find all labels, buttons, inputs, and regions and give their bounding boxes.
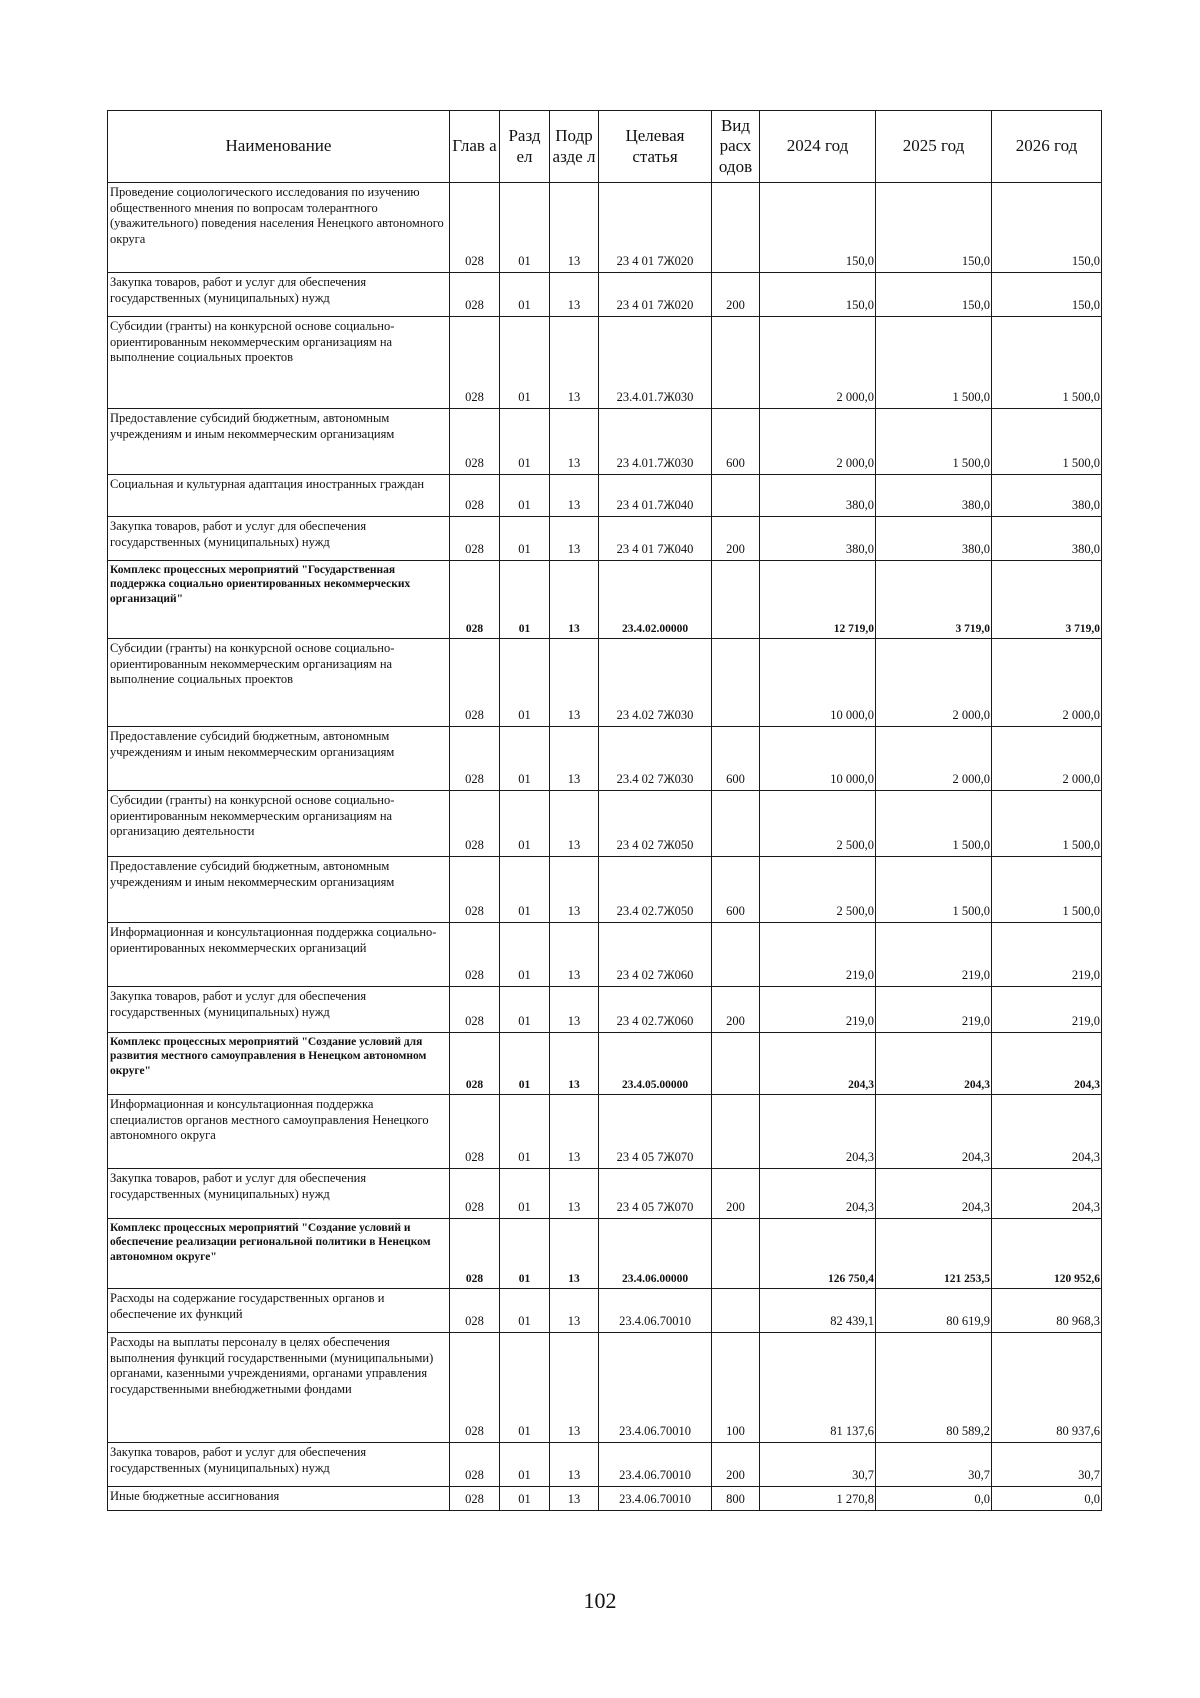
row-razdel: 01	[500, 1219, 550, 1289]
table-row	[108, 409, 1102, 475]
row-name: Иные бюджетные ассигнования	[108, 1487, 450, 1511]
row-vid-rashodov	[712, 1219, 760, 1289]
header-name: Наименование	[108, 111, 450, 183]
row-value-2024: 2 000,0	[760, 409, 876, 475]
row-name: Расходы на содержание государственных органов и обеспечение их функций	[108, 1289, 450, 1333]
row-value-2026: 219,0	[992, 923, 1102, 987]
header-razdel: Разд ел	[500, 111, 550, 183]
row-glava: 028	[450, 727, 500, 791]
table-header-row	[108, 111, 1102, 183]
row-value-2026: 150,0	[992, 273, 1102, 317]
table-row	[108, 1333, 1102, 1443]
row-value-2024: 10 000,0	[760, 639, 876, 727]
row-vid-rashodov	[712, 183, 760, 273]
row-value-2025: 30,7	[876, 1443, 992, 1487]
budget-table-sheet	[107, 110, 1101, 1511]
row-tselevaya-statya: 23.4.06.70010	[599, 1333, 712, 1443]
row-value-2026: 120 952,6	[992, 1219, 1102, 1289]
table-row	[108, 1033, 1102, 1095]
row-name: Социальная и культурная адаптация иностранных граждан	[108, 475, 450, 517]
header-year-2026: 2026 год	[992, 111, 1102, 183]
row-glava: 028	[450, 1033, 500, 1095]
row-value-2025: 380,0	[876, 517, 992, 561]
row-vid-rashodov: 200	[712, 517, 760, 561]
row-tselevaya-statya: 23 4 02.7Ж060	[599, 987, 712, 1033]
row-value-2024: 2 500,0	[760, 857, 876, 923]
row-value-2024: 1 270,8	[760, 1487, 876, 1511]
row-value-2026: 380,0	[992, 475, 1102, 517]
row-value-2024: 204,3	[760, 1095, 876, 1169]
row-glava: 028	[450, 1289, 500, 1333]
row-podrazdel: 13	[550, 857, 599, 923]
row-razdel: 01	[500, 1169, 550, 1219]
row-podrazdel: 13	[550, 639, 599, 727]
row-razdel: 01	[500, 517, 550, 561]
row-razdel: 01	[500, 183, 550, 273]
header-year-2025: 2025 год	[876, 111, 992, 183]
table-row	[108, 273, 1102, 317]
row-podrazdel: 13	[550, 561, 599, 639]
header-year-2024: 2024 год	[760, 111, 876, 183]
row-razdel: 01	[500, 727, 550, 791]
row-tselevaya-statya: 23.4.05.00000	[599, 1033, 712, 1095]
row-podrazdel: 13	[550, 1443, 599, 1487]
row-value-2026: 219,0	[992, 987, 1102, 1033]
row-tselevaya-statya: 23 4 01 7Ж040	[599, 517, 712, 561]
row-value-2025: 219,0	[876, 987, 992, 1033]
table-row	[108, 317, 1102, 409]
row-glava: 028	[450, 1443, 500, 1487]
row-razdel: 01	[500, 1487, 550, 1511]
row-vid-rashodov	[712, 923, 760, 987]
row-value-2024: 82 439,1	[760, 1289, 876, 1333]
table-row	[108, 1095, 1102, 1169]
row-podrazdel: 13	[550, 987, 599, 1033]
row-razdel: 01	[500, 561, 550, 639]
row-value-2025: 204,3	[876, 1095, 992, 1169]
row-name: Проведение социологического исследования по изучению общественного мнения по вопросам толерантного (уважительного) поведения населения Ненецкого автономного округа	[108, 183, 450, 273]
table-row	[108, 987, 1102, 1033]
row-value-2024: 150,0	[760, 273, 876, 317]
row-value-2025: 121 253,5	[876, 1219, 992, 1289]
row-value-2024: 10 000,0	[760, 727, 876, 791]
row-tselevaya-statya: 23.4 02.7Ж050	[599, 857, 712, 923]
row-name: Закупка товаров, работ и услуг для обеспечения государственных (муниципальных) нужд	[108, 1169, 450, 1219]
row-vid-rashodov: 200	[712, 273, 760, 317]
row-tselevaya-statya: 23.4 02 7Ж030	[599, 727, 712, 791]
row-glava: 028	[450, 1487, 500, 1511]
row-name: Субсидии (гранты) на конкурсной основе социально-ориентированным некоммерческим организациям на выполнение социальных проектов	[108, 639, 450, 727]
row-value-2026: 2 000,0	[992, 727, 1102, 791]
table-row	[108, 791, 1102, 857]
row-value-2026: 1 500,0	[992, 857, 1102, 923]
row-value-2025: 204,3	[876, 1033, 992, 1095]
table-row	[108, 639, 1102, 727]
row-razdel: 01	[500, 639, 550, 727]
row-razdel: 01	[500, 987, 550, 1033]
header-podrazdel: Подр азде л	[550, 111, 599, 183]
table-row	[108, 1487, 1102, 1511]
row-glava: 028	[450, 475, 500, 517]
row-vid-rashodov: 600	[712, 727, 760, 791]
row-glava: 028	[450, 317, 500, 409]
row-value-2026: 150,0	[992, 183, 1102, 273]
row-tselevaya-statya: 23 4.02 7Ж030	[599, 639, 712, 727]
row-value-2025: 1 500,0	[876, 317, 992, 409]
row-razdel: 01	[500, 273, 550, 317]
row-name: Комплекс процессных мероприятий "Государственная поддержка социально ориентированных некоммерческих организаций"	[108, 561, 450, 639]
row-value-2025: 2 000,0	[876, 639, 992, 727]
row-vid-rashodov	[712, 561, 760, 639]
row-podrazdel: 13	[550, 1487, 599, 1511]
row-name: Закупка товаров, работ и услуг для обеспечения государственных (муниципальных) нужд	[108, 273, 450, 317]
row-value-2025: 80 589,2	[876, 1333, 992, 1443]
budget-table	[107, 110, 1102, 1511]
row-razdel: 01	[500, 791, 550, 857]
row-value-2026: 80 937,6	[992, 1333, 1102, 1443]
row-value-2024: 81 137,6	[760, 1333, 876, 1443]
row-value-2026: 380,0	[992, 517, 1102, 561]
row-tselevaya-statya: 23 4 05 7Ж070	[599, 1169, 712, 1219]
row-glava: 028	[450, 409, 500, 475]
row-tselevaya-statya: 23.4.06.70010	[599, 1443, 712, 1487]
row-glava: 028	[450, 183, 500, 273]
row-value-2025: 1 500,0	[876, 857, 992, 923]
row-value-2024: 204,3	[760, 1033, 876, 1095]
row-glava: 028	[450, 1169, 500, 1219]
row-tselevaya-statya: 23.4.06.00000	[599, 1219, 712, 1289]
row-value-2026: 1 500,0	[992, 409, 1102, 475]
row-name: Комплекс процессных мероприятий "Создание условий для развития местного самоуправления в Ненецком автономном округе"	[108, 1033, 450, 1095]
row-vid-rashodov	[712, 1033, 760, 1095]
header-tselevaya-statya: Целевая статья	[599, 111, 712, 183]
row-podrazdel: 13	[550, 1033, 599, 1095]
row-vid-rashodov: 200	[712, 1443, 760, 1487]
row-value-2025: 380,0	[876, 475, 992, 517]
row-tselevaya-statya: 23.4.06.70010	[599, 1289, 712, 1333]
row-razdel: 01	[500, 409, 550, 475]
row-glava: 028	[450, 987, 500, 1033]
row-value-2024: 2 500,0	[760, 791, 876, 857]
row-razdel: 01	[500, 1333, 550, 1443]
row-name: Закупка товаров, работ и услуг для обеспечения государственных (муниципальных) нужд	[108, 517, 450, 561]
row-vid-rashodov	[712, 475, 760, 517]
row-razdel: 01	[500, 1443, 550, 1487]
row-vid-rashodov	[712, 639, 760, 727]
row-vid-rashodov	[712, 1095, 760, 1169]
row-value-2026: 80 968,3	[992, 1289, 1102, 1333]
row-name: Предоставление субсидий бюджетным, автономным учреждениям и иным некоммерческим организациям	[108, 727, 450, 791]
row-glava: 028	[450, 1095, 500, 1169]
table-row	[108, 857, 1102, 923]
row-name: Информационная и консультационная поддержка социально-ориентированных некоммерческих организаций	[108, 923, 450, 987]
row-razdel: 01	[500, 857, 550, 923]
row-tselevaya-statya: 23 4 02 7Ж060	[599, 923, 712, 987]
row-tselevaya-statya: 23.4.06.70010	[599, 1487, 712, 1511]
table-body	[108, 183, 1102, 1511]
row-name: Субсидии (гранты) на конкурсной основе социально-ориентированным некоммерческим организациям на организацию деятельности	[108, 791, 450, 857]
row-podrazdel: 13	[550, 1289, 599, 1333]
row-tselevaya-statya: 23 4 05 7Ж070	[599, 1095, 712, 1169]
row-vid-rashodov: 200	[712, 1169, 760, 1219]
row-podrazdel: 13	[550, 923, 599, 987]
row-name: Расходы на выплаты персоналу в целях обеспечения выполнения функций государственными (муниципальными) органами, казенными учреждениями, органами управления государственными внебюджетными фондами	[108, 1333, 450, 1443]
row-glava: 028	[450, 1219, 500, 1289]
row-glava: 028	[450, 791, 500, 857]
row-razdel: 01	[500, 1095, 550, 1169]
row-name: Предоставление субсидий бюджетным, автономным учреждениям и иным некоммерческим организациям	[108, 409, 450, 475]
row-value-2026: 1 500,0	[992, 791, 1102, 857]
row-name: Закупка товаров, работ и услуг для обеспечения государственных (муниципальных) нужд	[108, 1443, 450, 1487]
row-name: Субсидии (гранты) на конкурсной основе социально-ориентированным некоммерческим организациям на выполнение социальных проектов	[108, 317, 450, 409]
row-glava: 028	[450, 923, 500, 987]
table-row	[108, 1219, 1102, 1289]
table-row	[108, 923, 1102, 987]
row-name: Предоставление субсидий бюджетным, автономным учреждениям и иным некоммерческим организациям	[108, 857, 450, 923]
row-glava: 028	[450, 857, 500, 923]
table-row	[108, 561, 1102, 639]
row-vid-rashodov	[712, 317, 760, 409]
row-podrazdel: 13	[550, 1169, 599, 1219]
row-podrazdel: 13	[550, 727, 599, 791]
row-tselevaya-statya: 23 4 02 7Ж050	[599, 791, 712, 857]
row-value-2025: 1 500,0	[876, 791, 992, 857]
row-value-2024: 30,7	[760, 1443, 876, 1487]
row-glava: 028	[450, 639, 500, 727]
row-vid-rashodov: 100	[712, 1333, 760, 1443]
row-razdel: 01	[500, 923, 550, 987]
header-glava: Глав а	[450, 111, 500, 183]
row-value-2025: 150,0	[876, 183, 992, 273]
row-tselevaya-statya: 23 4 01 7Ж020	[599, 183, 712, 273]
row-glava: 028	[450, 273, 500, 317]
row-vid-rashodov	[712, 1289, 760, 1333]
page-number: 102	[583, 1588, 617, 1613]
row-podrazdel: 13	[550, 791, 599, 857]
row-podrazdel: 13	[550, 317, 599, 409]
row-value-2024: 2 000,0	[760, 317, 876, 409]
row-podrazdel: 13	[550, 517, 599, 561]
row-razdel: 01	[500, 1289, 550, 1333]
row-value-2025: 204,3	[876, 1169, 992, 1219]
row-value-2025: 3 719,0	[876, 561, 992, 639]
row-razdel: 01	[500, 317, 550, 409]
row-podrazdel: 13	[550, 1219, 599, 1289]
row-value-2024: 380,0	[760, 517, 876, 561]
row-value-2025: 219,0	[876, 923, 992, 987]
row-podrazdel: 13	[550, 273, 599, 317]
row-podrazdel: 13	[550, 183, 599, 273]
row-vid-rashodov: 800	[712, 1487, 760, 1511]
table-row	[108, 727, 1102, 791]
row-name: Комплекс процессных мероприятий "Создание условий и обеспечение реализации региональной политики в Ненецком автономном округе"	[108, 1219, 450, 1289]
row-glava: 028	[450, 561, 500, 639]
row-value-2026: 0,0	[992, 1487, 1102, 1511]
table-row	[108, 1443, 1102, 1487]
table-row	[108, 475, 1102, 517]
row-value-2025: 150,0	[876, 273, 992, 317]
row-value-2024: 150,0	[760, 183, 876, 273]
row-value-2026: 3 719,0	[992, 561, 1102, 639]
row-vid-rashodov: 600	[712, 857, 760, 923]
row-value-2026: 204,3	[992, 1169, 1102, 1219]
row-value-2026: 30,7	[992, 1443, 1102, 1487]
row-podrazdel: 13	[550, 1333, 599, 1443]
row-value-2024: 12 719,0	[760, 561, 876, 639]
row-value-2026: 1 500,0	[992, 317, 1102, 409]
table-row	[108, 1289, 1102, 1333]
row-name: Закупка товаров, работ и услуг для обеспечения государственных (муниципальных) нужд	[108, 987, 450, 1033]
table-row	[108, 1169, 1102, 1219]
row-value-2025: 1 500,0	[876, 409, 992, 475]
row-podrazdel: 13	[550, 475, 599, 517]
row-value-2026: 204,3	[992, 1033, 1102, 1095]
row-value-2025: 0,0	[876, 1487, 992, 1511]
row-glava: 028	[450, 517, 500, 561]
row-tselevaya-statya: 23 4 01.7Ж040	[599, 475, 712, 517]
row-value-2024: 126 750,4	[760, 1219, 876, 1289]
row-value-2024: 219,0	[760, 987, 876, 1033]
row-podrazdel: 13	[550, 1095, 599, 1169]
row-value-2024: 380,0	[760, 475, 876, 517]
row-vid-rashodov: 600	[712, 409, 760, 475]
row-value-2025: 80 619,9	[876, 1289, 992, 1333]
header-vid-rashodov: Вид расх одов	[712, 111, 760, 183]
row-razdel: 01	[500, 1033, 550, 1095]
row-razdel: 01	[500, 475, 550, 517]
row-tselevaya-statya: 23 4.01.7Ж030	[599, 409, 712, 475]
table-row	[108, 517, 1102, 561]
row-vid-rashodov	[712, 791, 760, 857]
row-tselevaya-statya: 23.4.01.7Ж030	[599, 317, 712, 409]
row-name: Информационная и консультационная поддержка специалистов органов местного самоуправления Ненецкого автономного округа	[108, 1095, 450, 1169]
row-value-2026: 204,3	[992, 1095, 1102, 1169]
row-value-2024: 204,3	[760, 1169, 876, 1219]
row-value-2025: 2 000,0	[876, 727, 992, 791]
row-tselevaya-statya: 23.4.02.00000	[599, 561, 712, 639]
row-glava: 028	[450, 1333, 500, 1443]
row-tselevaya-statya: 23 4 01 7Ж020	[599, 273, 712, 317]
row-vid-rashodov: 200	[712, 987, 760, 1033]
row-podrazdel: 13	[550, 409, 599, 475]
row-value-2024: 219,0	[760, 923, 876, 987]
row-value-2026: 2 000,0	[992, 639, 1102, 727]
table-row	[108, 183, 1102, 273]
